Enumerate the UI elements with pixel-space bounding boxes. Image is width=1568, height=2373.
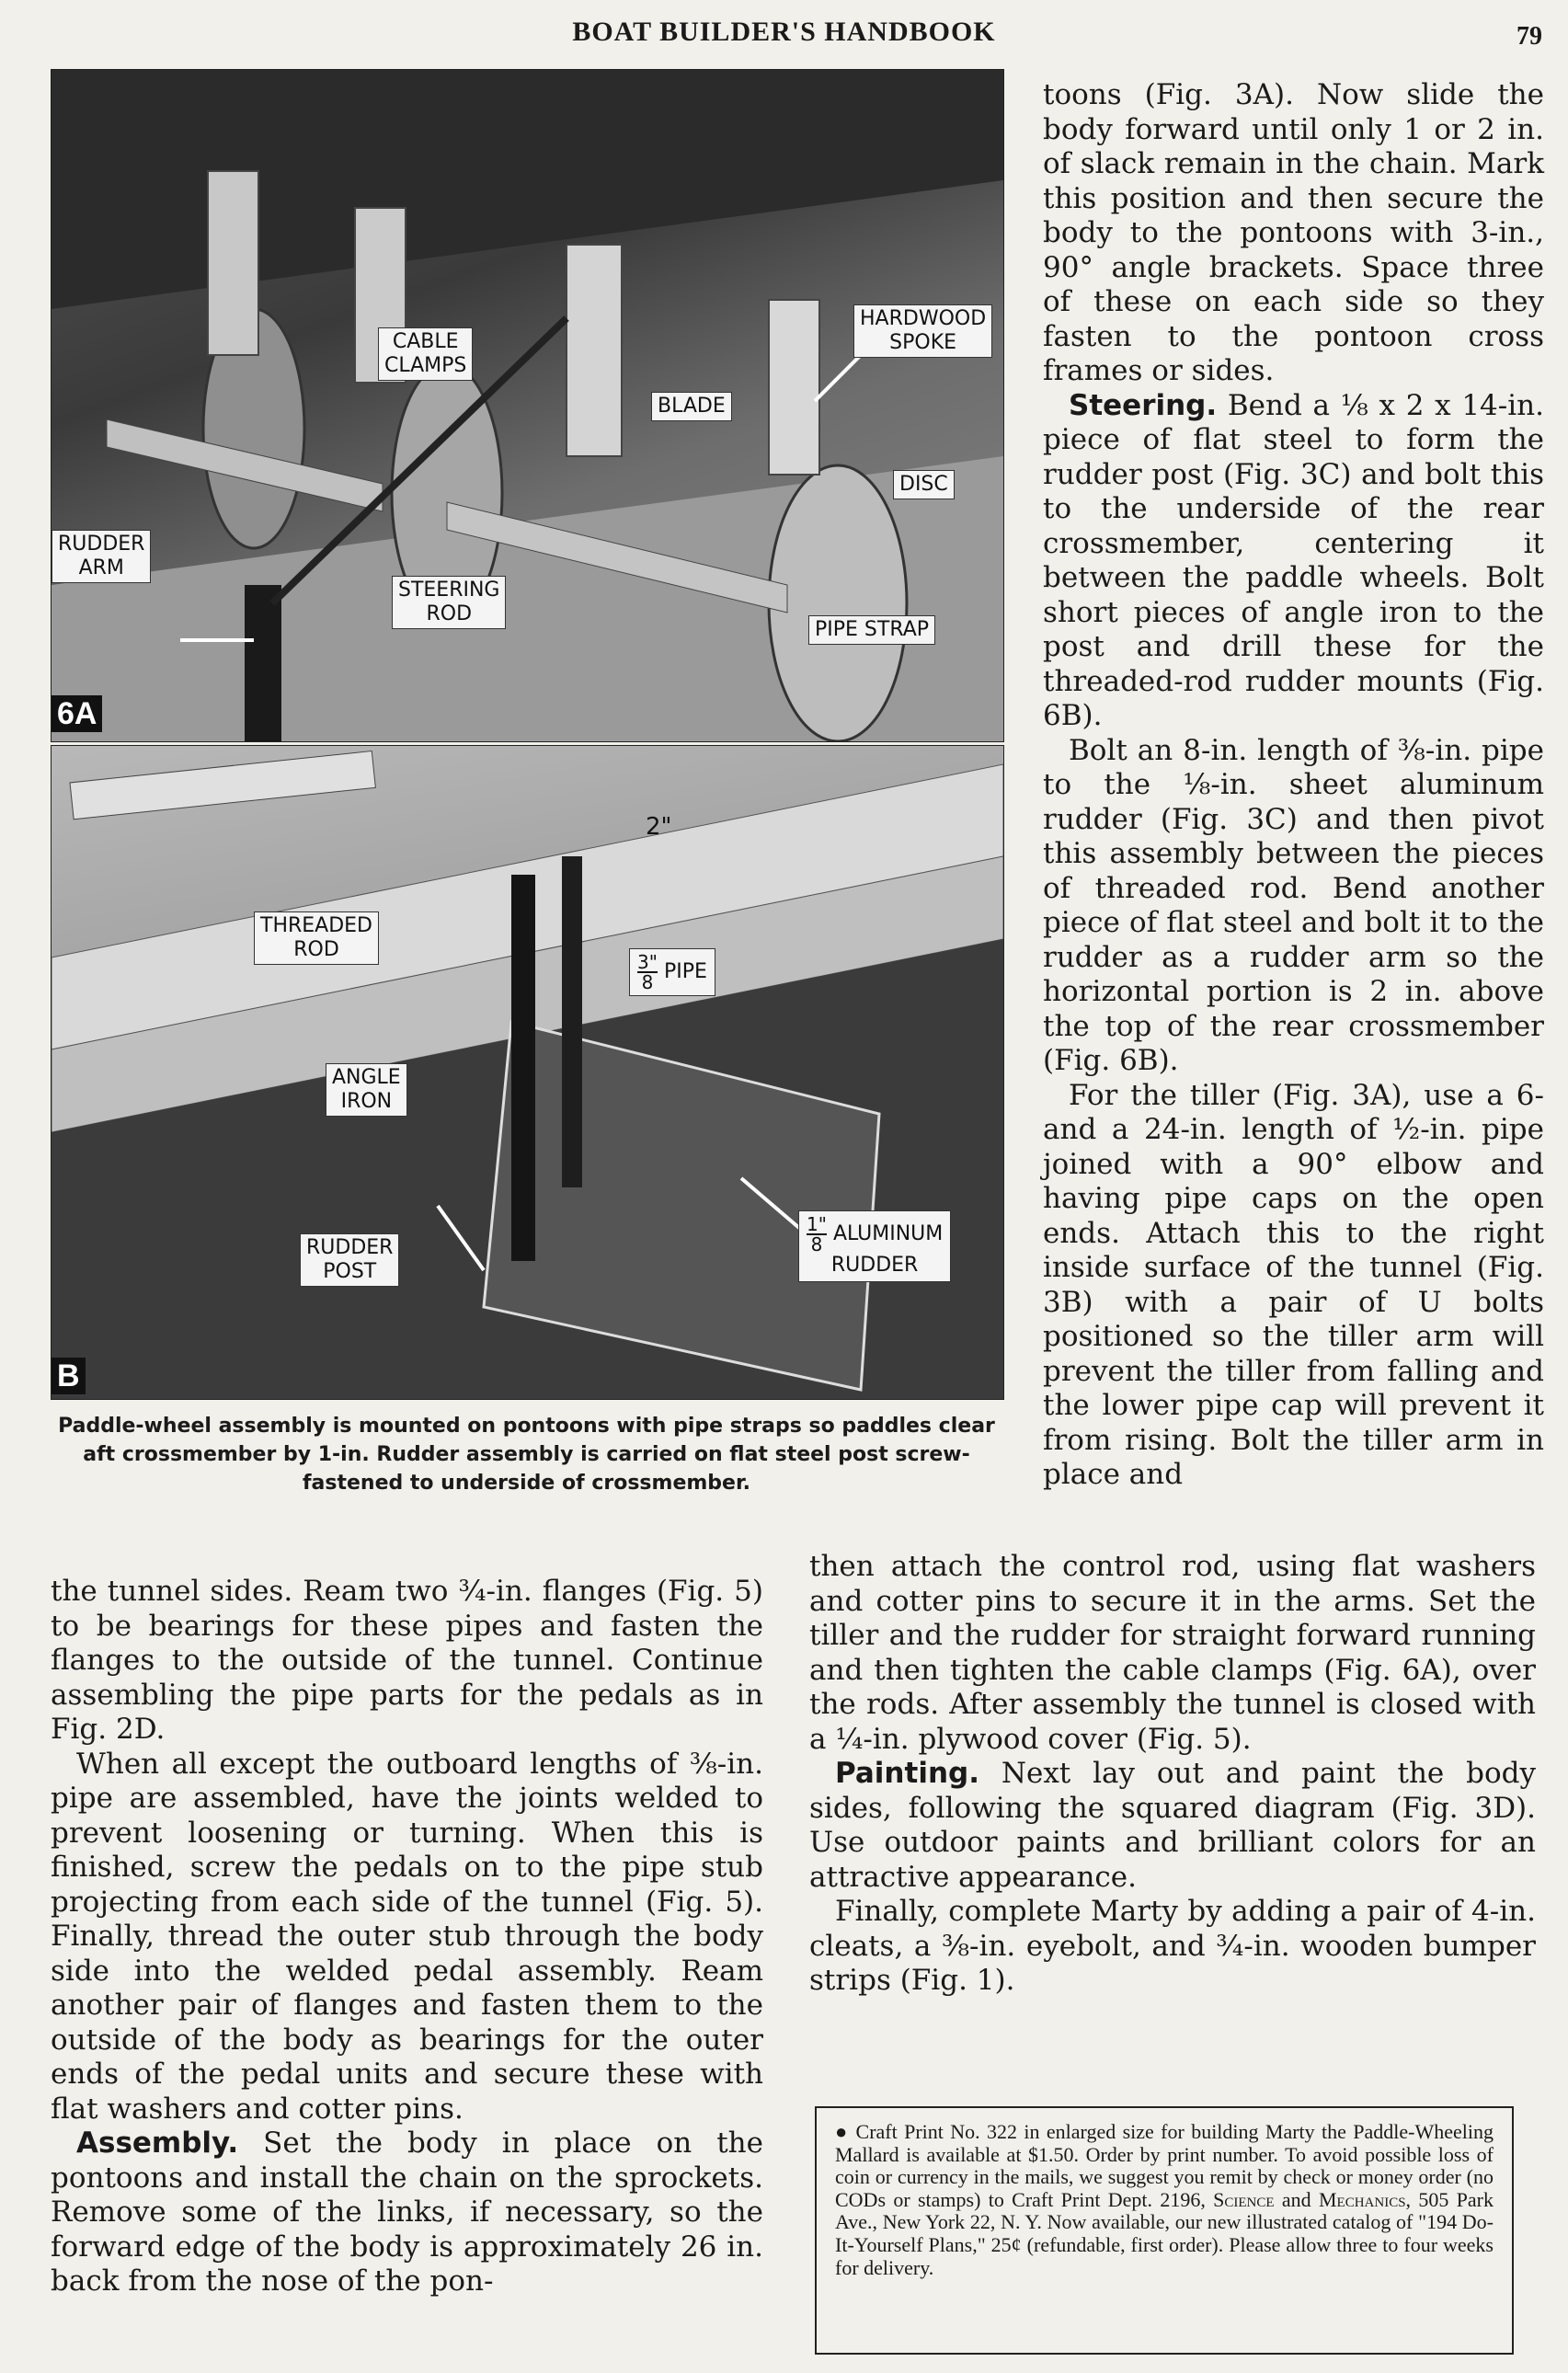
right-text-column	[1043, 78, 1544, 1493]
paragraph-steering: Steering. Bend a ⅛ x 2 x 14-in. piece of flat steel to form the rudder post (Fig. 3C) and bolt this to the underside of the rear crossmember, centering it between the paddle wheels. Bolt short pieces of angle iron to the post and drill these for the threaded-rod rudder mounts (Fig. 6B).	[1043, 388, 1544, 732]
label-rudder-arm: RUDDER ARM	[52, 530, 151, 583]
label-threaded-rod: THREADED ROD	[254, 911, 379, 965]
figure-6a-tag: 6A	[52, 695, 102, 732]
label-angle-iron: ANGLE IRON	[326, 1063, 407, 1117]
section-heading-assembly: Assembly.	[76, 2127, 239, 2160]
page-number: 79	[1516, 22, 1542, 51]
figure-6b-photo	[51, 745, 1004, 1400]
label-two-inch: 2"	[646, 813, 672, 841]
paragraph: For the tiller (Fig. 3A), use a 6- and a 24-in. length of ½-in. pipe joined with a 90° elbow and having pipe caps on the open ends. Attach this to the right inside surface of the tunnel (Fig. 3B) with a pair of U bolts positioned so the tiller arm will prevent the tiller from falling and the lower pipe cap will prevent it from rising. Bolt the tiller arm in place and	[1043, 1078, 1544, 1491]
paragraph: Bolt an 8-in. length of ⅜-in. pipe to the ⅛-in. sheet aluminum rudder (Fig. 3C) and then pivot this assembly between the pieces of threaded rod. Bend another piece of flat steel and bolt it to the rudder as a rudder arm so the horizontal portion is 2 in. above the top of the rear crossmember (Fig. 6B).	[1043, 733, 1544, 1077]
paragraph-assembly: Assembly. Set the body in place on the pontoons and install the chain on the sprockets. Remove some of the links, if necessary, so the forward edge of the body is approximately 26 in. back from the nose of the pon-	[51, 2127, 763, 2298]
figure-6a-photo	[51, 69, 1004, 742]
paragraph: toons (Fig. 3A). Now slide the body forward until only 1 or 2 in. of slack remain in the chain. Mark this position and then secure the body to the pontoons with 3-in., 90° angle brackets. Space three of these on each side so they fasten to the pontoon cross frames or sides.	[1043, 78, 1544, 387]
label-aluminum-rudder: $\frac{1"}{8}$ ALUMINUM RUDDER	[798, 1210, 951, 1282]
middle-text-column	[809, 1550, 1536, 1999]
bullet-icon: ●	[835, 2120, 850, 2143]
label-cable-clamps: CABLE CLAMPS	[378, 327, 473, 381]
running-header: BOAT BUILDER'S HANDBOOK	[572, 17, 996, 47]
craft-print-notice: ● Craft Print No. 322 in enlarged size for building Marty the Paddle-Wheeling Mallard is available at $1.50. Order by print number. To avoid possible loss of coin or currency in the mails, we suggest you remit by check or money order (no CODs or stamps) to Craft Print Dept. 2196, Science and Mechanics, 505 Park Ave., New York 22, N. Y. Now available, our new illustrated catalog of "194 Do-It-Yourself Plans," 25¢ (refundable, first order). Please allow three to four weeks for delivery.	[815, 2106, 1514, 2355]
figure-6b-illustration	[52, 746, 1003, 1399]
section-heading-painting: Painting.	[835, 1757, 979, 1790]
left-text-column	[51, 1575, 763, 2299]
label-hardwood-spoke: HARDWOOD SPOKE	[853, 304, 992, 358]
paragraph: the tunnel sides. Ream two ¾-in. flanges (Fig. 5) to be bearings for these pipes and fasten the flanges to the outside of the tunnel. Continue assembling the pipe parts for the pedals as in Fig. 2D.	[51, 1575, 763, 1746]
figure-6b-tag: B	[52, 1358, 86, 1394]
paragraph: then attach the control rod, using flat washers and cotter pins to secure it in the arms. Set the tiller and the rudder for straight forward running and then tighten the cable clamps (Fig. 6A), over the rods. After assembly the tunnel is closed with a ¼-in. plywood cover (Fig. 5).	[809, 1550, 1536, 1756]
label-three-eighths-pipe: $\frac{3"}{8}$ PIPE	[629, 948, 715, 996]
paragraph: When all except the outboard lengths of ⅜-in. pipe are assembled, have the joints welded to prevent loosening or turning. When this is finished, screw the pedals on to the pipe stub projecting from each side of the tunnel (Fig. 5). Finally, thread the outer stub through the body side into the welded pedal assembly. Ream another pair of flanges and fasten them to the outside of the body as bearings for the outer ends of the pedal units and secure these with flat washers and cotter pins.	[51, 1747, 763, 2126]
paragraph: Finally, complete Marty by adding a pair of 4-in. cleats, a ⅜-in. eyebolt, and ¾-in. wooden bumper strips (Fig. 1).	[809, 1895, 1536, 1997]
label-pipe-strap: PIPE STRAP	[808, 615, 935, 645]
section-heading-steering: Steering.	[1069, 388, 1218, 422]
figure-caption: Paddle-wheel assembly is mounted on pontoons with pipe straps so paddles clear aft crossmember by 1-in. Rudder assembly is carried on flat steel post screw-fastened to underside of crossmember.	[58, 1415, 995, 1495]
label-rudder-post: RUDDER POST	[300, 1233, 399, 1287]
label-blade: BLADE	[651, 392, 732, 421]
label-steering-rod: STEERING ROD	[392, 576, 506, 629]
label-disc: DISC	[893, 470, 955, 499]
paragraph-painting: Painting. Next lay out and paint the body sides, following the squared diagram (Fig. 3D). Use outdoor paints and brilliant colors for an attractive appearance.	[809, 1757, 1536, 1894]
